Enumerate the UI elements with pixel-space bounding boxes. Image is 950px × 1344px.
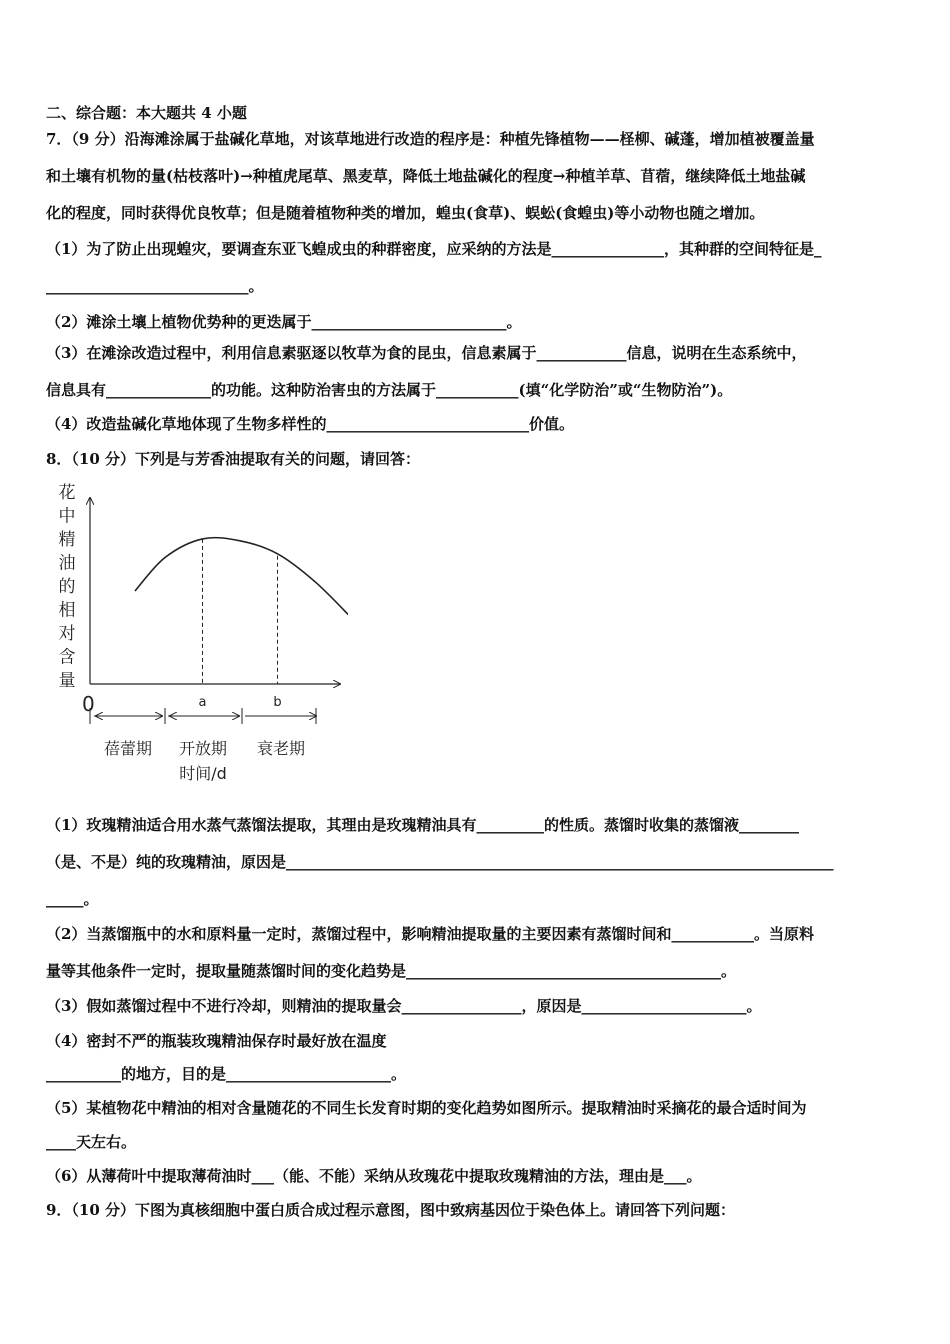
y-axis-label-char: 量 [58, 671, 76, 691]
q8-sub3: （3）假如蒸馏过程中不进行冷却，则精油的提取量会________________，原因是______________________。 [46, 997, 762, 1015]
q8-sub1-line-1: （1）玫瑰精油适合用水蒸气蒸馏法提取，其理由是玫瑰精油具有_________的性质。蒸馏时收集的蒸馏液________ [46, 816, 799, 834]
q7-line-2: 和土壤有机物的量(枯枝落叶)→种植虎尾草、黑麦草，降低土地盐碱化的程度→种植羊草、苜蓿，继续降低土地盐碱 [46, 167, 806, 185]
q8-sub1-line-2: （是、不是）纯的玫瑰精油，原因是_________________________________________________________________________ [46, 853, 834, 871]
q8-sub2-line-2: 量等其他条件一定时，提取量随蒸馏时间的变化趋势是__________________________________________。 [46, 962, 737, 980]
q8-sub5-line-1: （5）某植物花中精油的相对含量随花的不同生长发育时期的变化趋势如图所示。提取精油时采摘花的最合适时间为 [46, 1099, 807, 1117]
period-label-bud: 蓓蕾期 [103, 739, 153, 758]
q7-line-3: 化的程度，同时获得优良牧草；但是随着植物种类的增加，蝗虫(食草)、蜈蚣(食蝗虫)等小动物也随之增加。 [46, 204, 765, 222]
y-axis-label-char: 含 [58, 647, 76, 668]
y-axis-label-char: 的 [58, 577, 76, 597]
q7-sub3-line-2: 信息具有______________的功能。这种防治害虫的方法属于___________(填“化学防治”或“生物防治”)。 [46, 381, 733, 399]
period-arrows [90, 708, 316, 724]
x-axis-label: 时间/d [179, 764, 227, 783]
section-heading: 二、综合题：本大题共 4 小题 [46, 104, 247, 122]
y-axis-label-char: 精 [58, 530, 76, 550]
q9-intro: 9．（10 分）下图为真核细胞中蛋白质合成过程示意图，图中致病基因位于染色体上。请回答下列问题： [46, 1201, 736, 1219]
origin-label: 0 [82, 692, 95, 716]
q8-sub2-line-1: （2）当蒸馏瓶中的水和原料量一定时，蒸馏过程中，影响精油提取量的主要因素有蒸馏时间和___________。当原料 [46, 925, 814, 943]
q7-sub1-line-2: ___________________________。 [46, 277, 264, 295]
tick-label-a: a [198, 695, 207, 710]
q7-sub4: （4）改造盐碱化草地体现了生物多样性的___________________________价值。 [46, 415, 574, 433]
tick-label-b: b [273, 695, 282, 710]
q7-sub3-line-1: （3）在滩涂改造过程中，利用信息素驱逐以牧草为食的昆虫，信息素属于____________信息，说明在生态系统中， [46, 344, 807, 362]
y-axis-label-char: 相 [58, 600, 76, 621]
q8-sub6: （6）从薄荷叶中提取薄荷油时___（能、不能）采纳从玫瑰花中提取玫瑰精油的方法，理由是___。 [46, 1167, 702, 1185]
q8-sub4-line-2: __________的地方，目的是______________________。 [46, 1065, 407, 1083]
y-axis-label-char: 油 [58, 553, 76, 574]
q7-sub2: （2）滩涂土壤上植物优势种的更迭属于__________________________。 [46, 313, 522, 331]
period-label-bloom: 开放期 [178, 739, 228, 758]
q7-line-1: 7．（9 分）沿海滩涂属于盐碱化草地，对该草地进行改造的程序是：种植先锋植物——柽柳、碱蓬，增加植被覆盖量 [46, 130, 815, 148]
y-axis-label [59, 483, 76, 691]
y-axis-label-char: 中 [58, 506, 76, 527]
q8-sub4-line-1: （4）密封不严的瓶装玫瑰精油保存时最好放在温度 [46, 1032, 387, 1050]
y-axis-label-char: 对 [58, 624, 76, 644]
oil-content-curve [135, 538, 348, 619]
period-label-senescence: 衰老期 [256, 739, 306, 758]
q8-intro: 8．（10 分）下列是与芳香油提取有关的问题，请回答： [46, 450, 421, 468]
q7-sub1-line-1: （1）为了防止出现蝗灾，要调查东亚飞蝗成虫的种群密度，应采纳的方法是_______________，其种群的空间特征是_ [46, 240, 822, 258]
essential-oil-chart [48, 478, 348, 788]
q8-sub5-line-2: ____天左右。 [46, 1133, 137, 1151]
q8-sub1-line-3: _____。 [46, 890, 99, 908]
y-axis-label-char: 花 [58, 483, 76, 503]
